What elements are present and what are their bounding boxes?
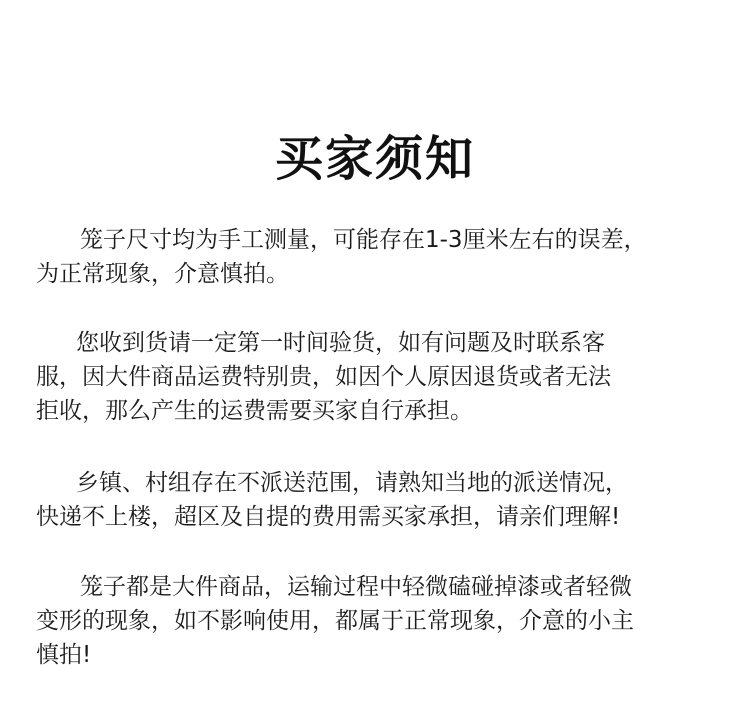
paragraph-line: 快递不上楼，超区及自提的费用需买家承担，请亲们理解! [36, 504, 621, 530]
paragraph-line: 为正常现象，介意慎拍。 [36, 261, 289, 287]
paragraph-line: 笼子尺寸均为手工测量，可能存在1-3厘米左右的误差， [80, 227, 647, 253]
paragraph-line: 拒收，那么产生的运费需要买家自行承担。 [36, 398, 473, 424]
paragraph-line: 慎拍! [36, 642, 92, 668]
notice-paragraph-inspection-returns [0, 326, 750, 428]
notice-paragraph-delivery-range [0, 466, 750, 534]
paragraph-line: 笼子都是大件商品，运输过程中轻微磕碰掉漆或者轻微 [80, 574, 632, 600]
notice-paragraph-size-tolerance [0, 223, 750, 291]
paragraph-line: 变形的现象，如不影响使用，都属于正常现象，介意的小主 [36, 608, 634, 634]
page-title: 买家须知 [274, 131, 475, 187]
paragraph-line: 乡镇、村组存在不派送范围，请熟知当地的派送情况， [76, 470, 628, 496]
paragraph-line: 服，因大件商品运费特别贵，如因个人原因退货或者无法 [36, 364, 611, 390]
paragraph-line: 您收到货请一定第一时间验货，如有问题及时联系客 [76, 330, 605, 356]
notice-paragraph-shipping-damage [0, 570, 750, 672]
